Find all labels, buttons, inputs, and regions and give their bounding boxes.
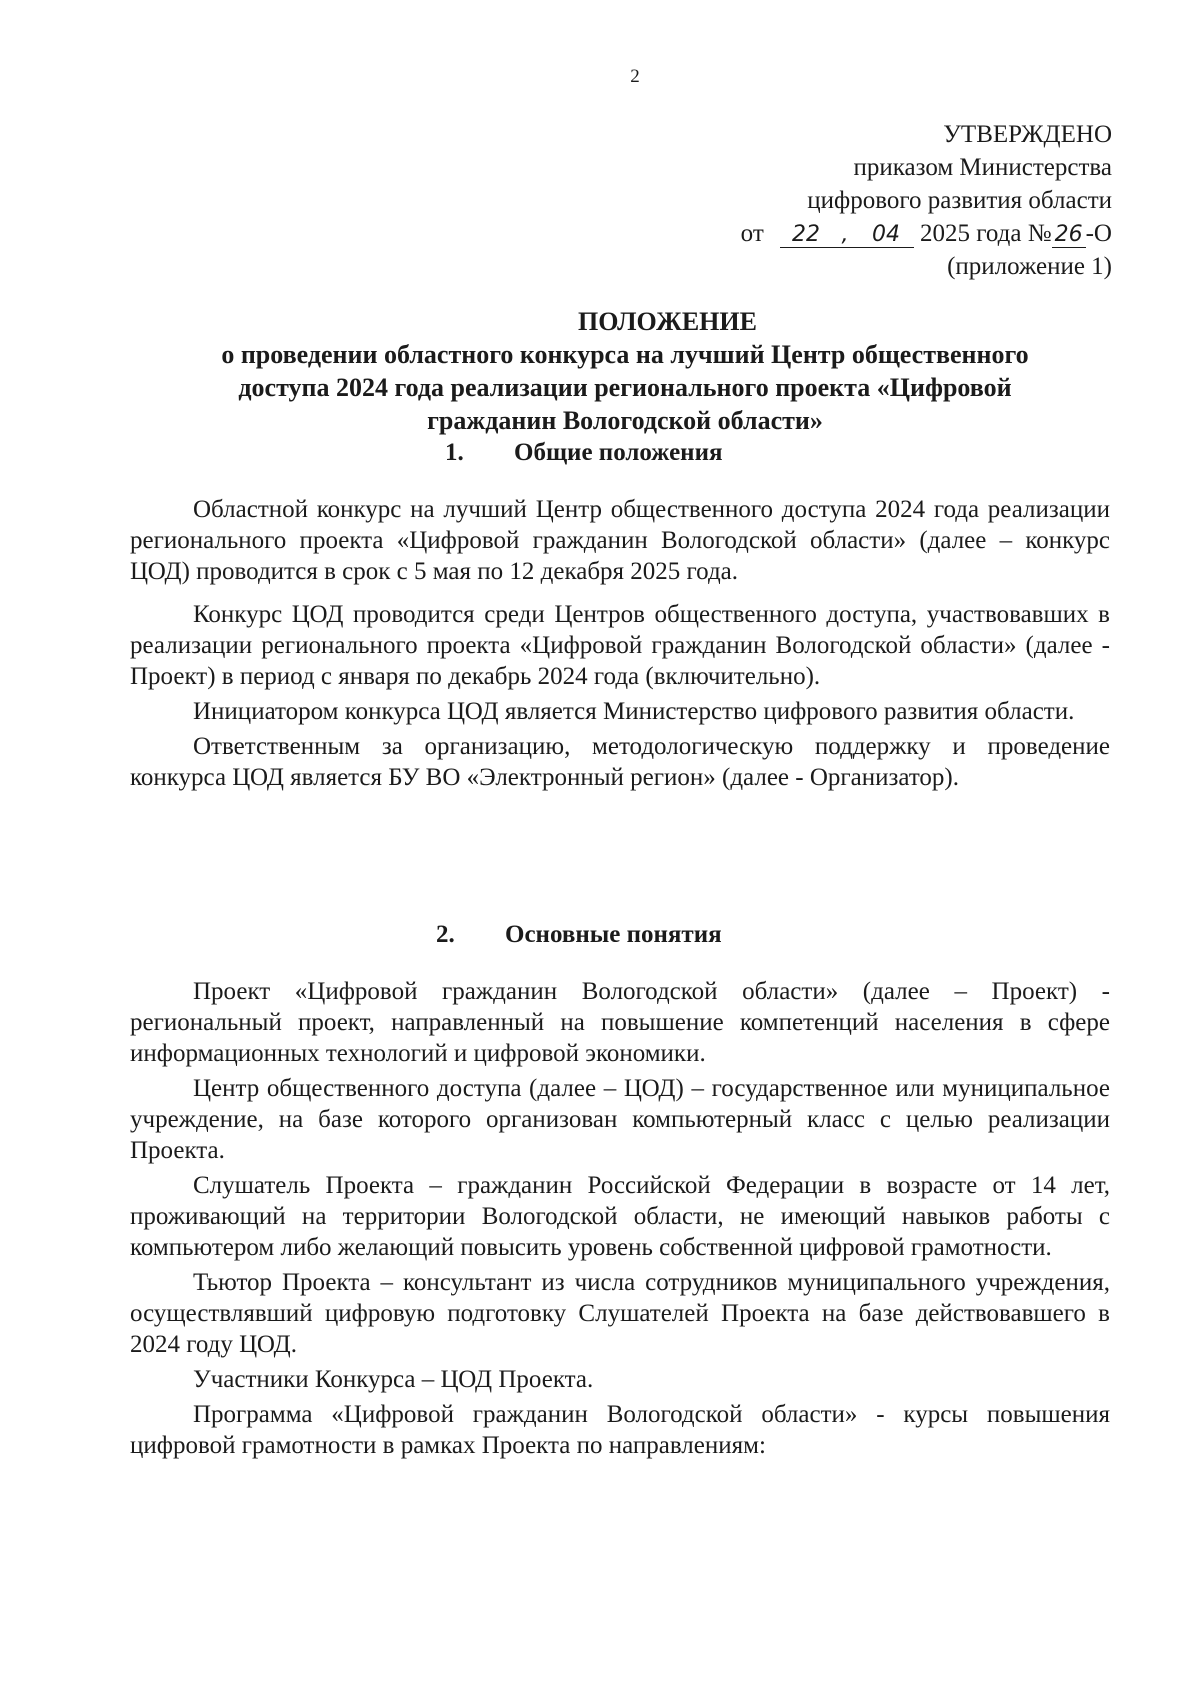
section-1-title: Общие положения xyxy=(514,439,723,466)
section-2-number: 2. xyxy=(436,921,455,948)
approval-appendix: (приложение 1) xyxy=(947,253,1112,280)
approval-line-2: цифрового развития области xyxy=(807,187,1112,214)
section-2-paragraph: Тьютор Проекта – консультант из числа сотрудников муниципального учреждения, осуществлявший цифровую подготовку Слушателей Проекта на базе действовавшего в 2024 году ЦОД. xyxy=(130,1269,1110,1358)
approval-heading: УТВЕРЖДЕНО xyxy=(943,121,1112,148)
page-number: 2 xyxy=(630,66,640,87)
section-2-paragraph: Слушатель Проекта – гражданин Российской Федерации в возрасте от 14 лет, проживающий на территории Вологодской области, не имеющий навыков работы с компьютером либо желающий повысить уровень собственной цифровой грамотности. xyxy=(130,1172,1110,1261)
section-1-paragraph: Областной конкурс на лучший Центр общественного доступа 2024 года реализации регионального проекта «Цифровой гражданин Вологодской области» (далее – конкурс ЦОД) проводится в срок с 5 мая по 12 декабря 2025 года. xyxy=(130,496,1110,585)
document-title xyxy=(130,305,1120,437)
section-2-title: Основные понятия xyxy=(505,921,722,948)
section-2-paragraph: Проект «Цифровой гражданин Вологодской области» (далее – Проект) - региональный проект, направленный на повышение компетенций населения в сфере информационных технологий и цифровой экономики. xyxy=(130,978,1110,1067)
section-2-paragraph: Программа «Цифровой гражданин Вологодской области» - курсы повышения цифровой грамотности в рамках Проекта по направлениям: xyxy=(130,1401,1110,1459)
section-1-number: 1. xyxy=(445,439,464,466)
document-title-main: ПОЛОЖЕНИЕ xyxy=(578,307,757,336)
section-2-paragraph: Центр общественного доступа (далее – ЦОД) – государственное или муниципальное учреждение, на базе которого организован компьютерный класс с целью реализации Проекта. xyxy=(130,1075,1110,1164)
document-subtitle-line-1: о проведении областного конкурса на лучший Центр общественного xyxy=(221,340,1029,369)
section-2-paragraph: Участники Конкурса – ЦОД Проекта. xyxy=(193,1366,594,1393)
section-1-paragraph: Ответственным за организацию, методологическую поддержку и проведение конкурса ЦОД является БУ ВО «Электронный регион» (далее - Организатор). xyxy=(130,733,1110,791)
section-1-body xyxy=(130,494,1110,793)
approval-date-month: 04 xyxy=(858,223,914,248)
document-subtitle-line-3: гражданин Вологодской области» xyxy=(427,406,823,435)
approval-date-day: 22 xyxy=(780,223,832,248)
approval-order-suffix: -О xyxy=(1085,220,1112,247)
section-2-body xyxy=(130,976,1110,1461)
section-1-paragraph: Конкурс ЦОД проводится среди Центров общественного доступа, участвовавших в реализации регионального проекта «Цифровой гражданин Вологодской области» (далее - Проект) в период с января по декабрь 2024 года (включительно). xyxy=(130,601,1110,690)
approval-order-number: 26 xyxy=(1052,223,1086,248)
approval-block xyxy=(472,118,1112,283)
approval-date-line xyxy=(472,217,1112,250)
approval-year-text: 2025 года № xyxy=(920,220,1052,247)
document-subtitle-line-2: доступа 2024 года реализации регионального проекта «Цифровой xyxy=(238,373,1012,402)
approval-from-label: от xyxy=(740,220,764,247)
approval-line-1: приказом Министерства xyxy=(853,154,1112,181)
approval-date-separator: , xyxy=(832,223,858,248)
section-1-paragraph: Инициатором конкурса ЦОД является Министерство цифрового развития области. xyxy=(193,698,1075,725)
